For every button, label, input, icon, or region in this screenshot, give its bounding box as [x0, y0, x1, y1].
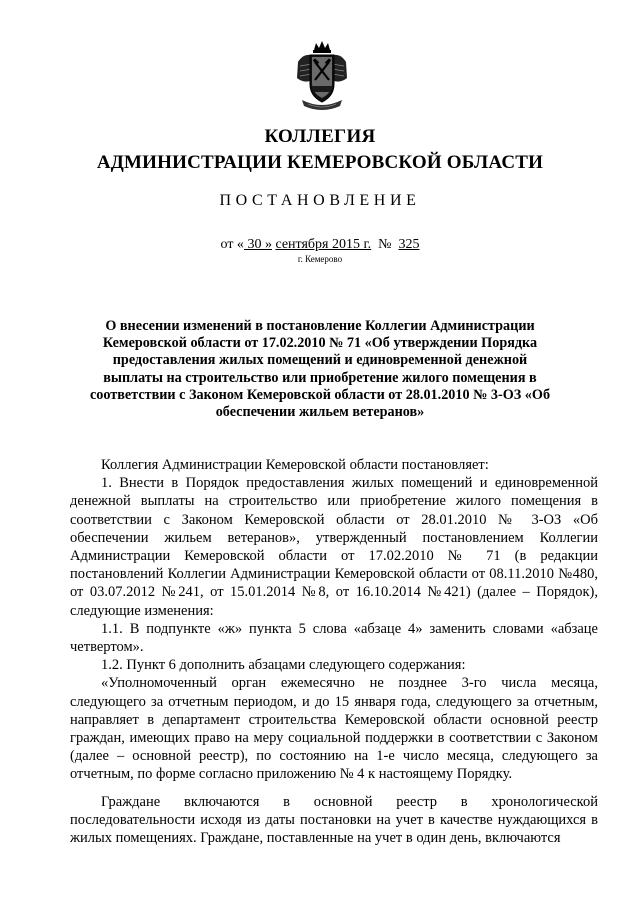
city: г. Кемерово: [297, 254, 343, 264]
document-subject: О внесении изменений в постановление Коллегии Администрации Кемеровской области от 17.02.2010 № 71 «Об утверждении Порядка предоставления жилых помещений и единовременной денежной выплаты на строительство или приобретение жилого помещения в соответствии с Законом Кемеровской области от 28.01.2010 № 3-ОЗ «Об обеспечении жильем ветеранов»: [89, 318, 551, 421]
date-day: 30: [243, 237, 265, 252]
coat-of-arms-icon: [294, 40, 350, 112]
document-number: 325: [398, 237, 420, 252]
date-month-year: сентября 2015 г.: [275, 237, 372, 252]
number-sign: №: [378, 237, 392, 252]
date-prefix: от «: [220, 237, 244, 252]
clause-1: 1. Внести в Порядок предоставления жилых помещений и единовременной денежной выплаты на строительство или приобретение жилого помещения в соответствии с Законом Кемеровской области от 28.01.2010 № 3-ОЗ «Об обеспечении жильем ветеранов», утвержденный постановлением Коллегии Администрации Кемеровской области от 17.02.2010 № 71 (в редакции постановлений Коллегии Администрации Кемеровской области от 08.11.2010 №480, от 03.07.2012 №241, от 15.01.2014 №8, от 16.10.2014 №421) (далее – Порядок), следующие изменения:: [70, 475, 598, 619]
document-type: ПОСТАНОВЛЕНИЕ: [219, 192, 421, 209]
organization-name-line2: АДМИНИСТРАЦИИ КЕМЕРОВСКОЙ ОБЛАСТИ: [96, 152, 544, 173]
organization-name-line1: КОЛЛЕГИЯ: [264, 126, 376, 147]
document-body: [70, 456, 598, 847]
date-quote-close: »: [264, 237, 272, 252]
clause-1-2: 1.2. Пункт 6 дополнить абзацами следующего содержания:: [101, 657, 466, 674]
quoted-paragraph-1: «Уполномоченный орган ежемесячно не позднее 3-го числа месяца, следующего за отчетным периодом, и до 15 января года, следующего за отчетным, направляет в департамент строительства Кемеровской области основной реестр граждан, имеющих право на меру социальной поддержки в соответствии с Законом (далее – основной реестр), по состоянию на 1-е число месяца, следующего за отчетным, по форме согласно приложению № 4 к настоящему Порядку.: [70, 675, 598, 783]
date-number-line: [0, 237, 640, 253]
quoted-paragraph-2: Граждане включаются в основной реестр в хронологической последовательности исходя из даты постановки на учет в качестве нуждающихся в жилых помещениях. Граждане, поставленные на учет в один день, включаются: [70, 793, 598, 847]
body-intro: Коллегия Администрации Кемеровской области постановляет:: [101, 457, 489, 473]
clause-1-1: 1.1. В подпункте «ж» пункта 5 слова «абзаце 4» заменить словами «абзаце четвертом».: [70, 620, 598, 656]
